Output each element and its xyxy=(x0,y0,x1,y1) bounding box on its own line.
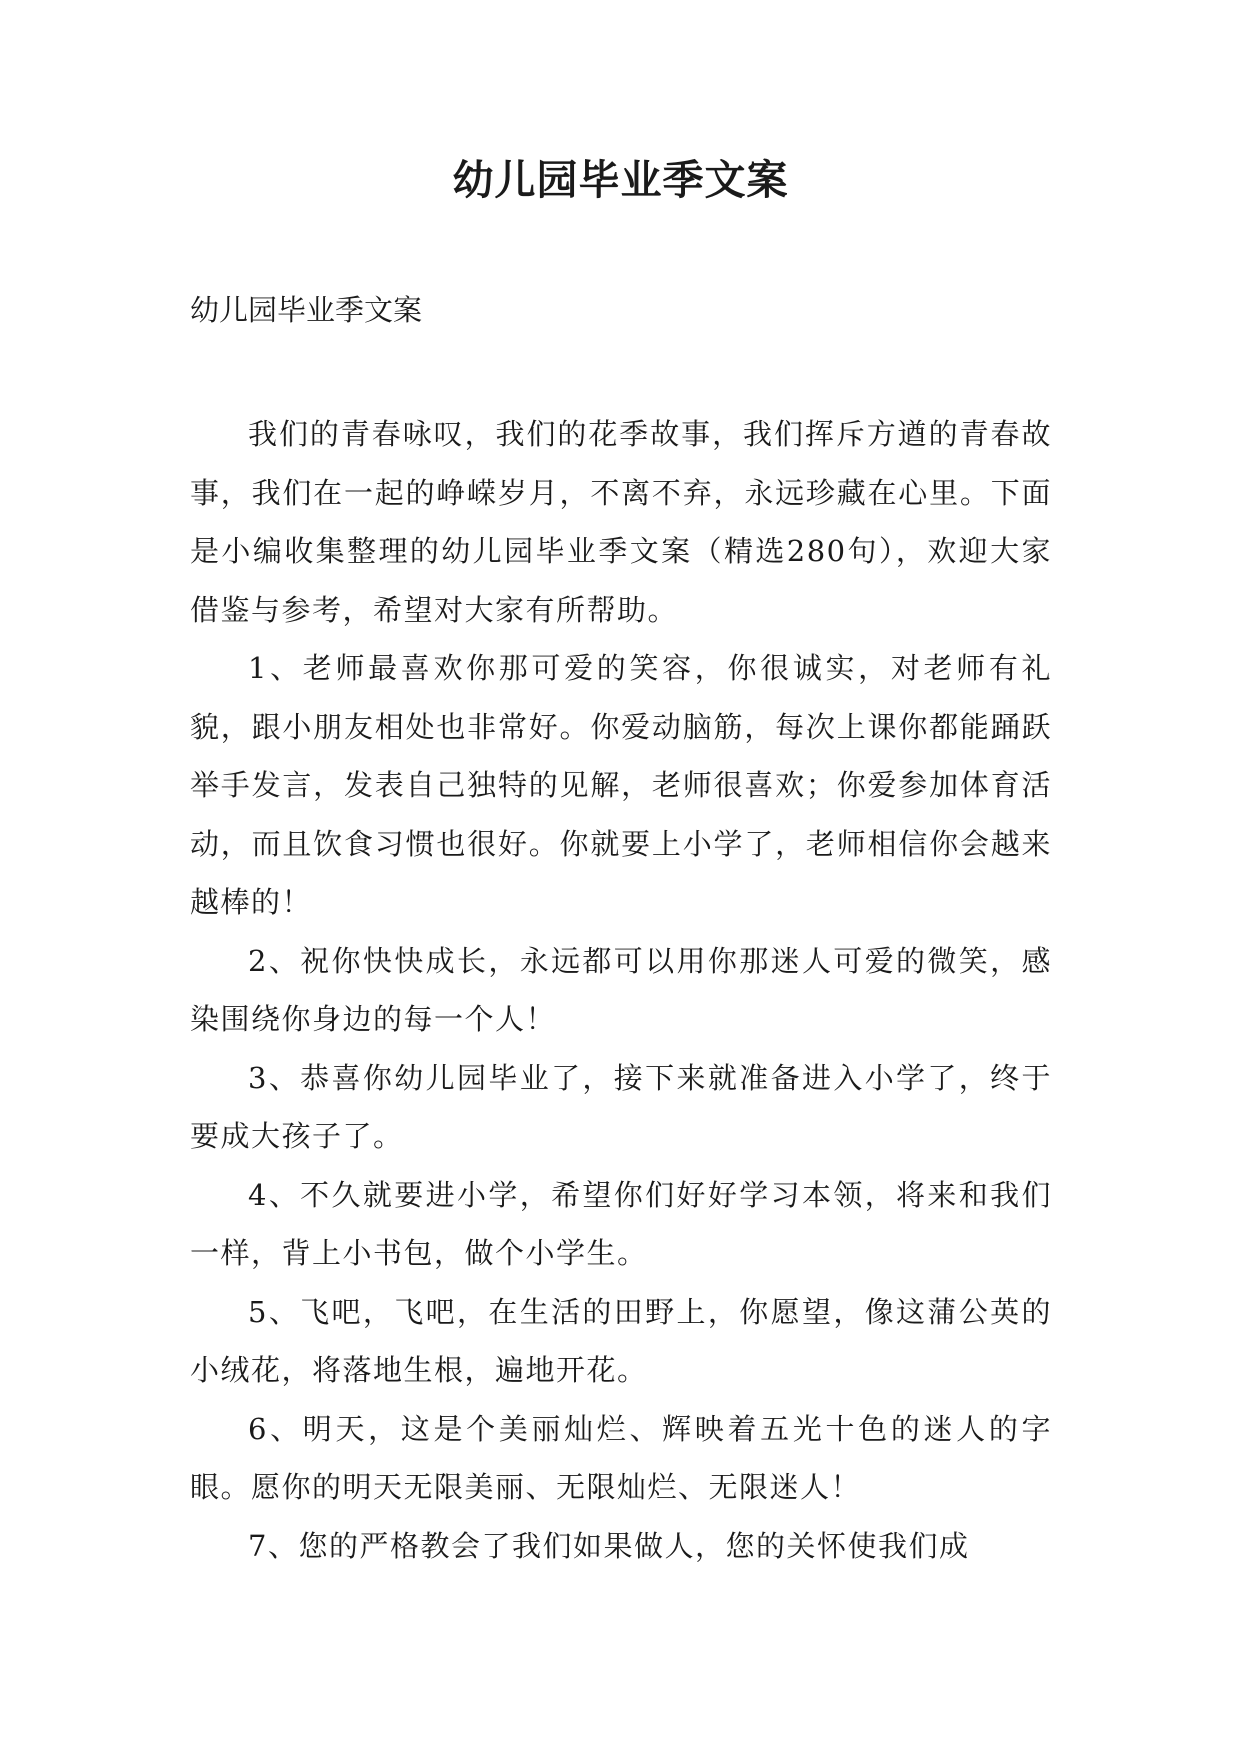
paragraph-item: 5、飞吧，飞吧，在生活的田野上，你愿望，像这蒲公英的小绒花，将落地生根，遍地开花。 xyxy=(190,1294,1052,1387)
paragraph-item: 6、明天，这是个美丽灿烂、辉映着五光十色的迷人的字眼。愿你的明天无限美丽、无限灿烂、无限迷人！ xyxy=(190,1411,1052,1504)
paragraph-intro: 我们的青春咏叹，我们的花季故事，我们挥斥方遒的青春故事，我们在一起的峥嵘岁月，不离不弃，永远珍藏在心里。下面是小编收集整理的幼儿园毕业季文案（精选280句），欢迎大家借鉴与参考，希望对大家有所帮助。 xyxy=(190,417,1052,627)
document-title: 幼儿园毕业季文案 xyxy=(452,156,789,204)
paragraph-item: 3、恭喜你幼儿园毕业了，接下来就准备进入小学了，终于要成大孩子了。 xyxy=(190,1060,1052,1153)
paragraph-item: 2、祝你快快成长，永远都可以用你那迷人可爱的微笑，感染围绕你身边的每一个人！ xyxy=(190,943,1052,1036)
document-subtitle: 幼儿园毕业季文案 xyxy=(190,293,423,327)
paragraph-item: 7、您的严格教会了我们如果做人，您的关怀使我们成 xyxy=(248,1528,970,1563)
paragraph-item: 4、不久就要进小学，希望你们好好学习本领，将来和我们一样，背上小书包，做个小学生。 xyxy=(190,1177,1052,1270)
paragraph-item: 1、老师最喜欢你那可爱的笑容，你很诚实，对老师有礼貌，跟小朋友相处也非常好。你爱动脑筋，每次上课你都能踊跃举手发言，发表自己独特的见解，老师很喜欢；你爱参加体育活动，而且饮食习惯也很好。你就要上小学了，老师相信你会越来越棒的！ xyxy=(190,651,1052,919)
document-body xyxy=(190,405,1052,1575)
